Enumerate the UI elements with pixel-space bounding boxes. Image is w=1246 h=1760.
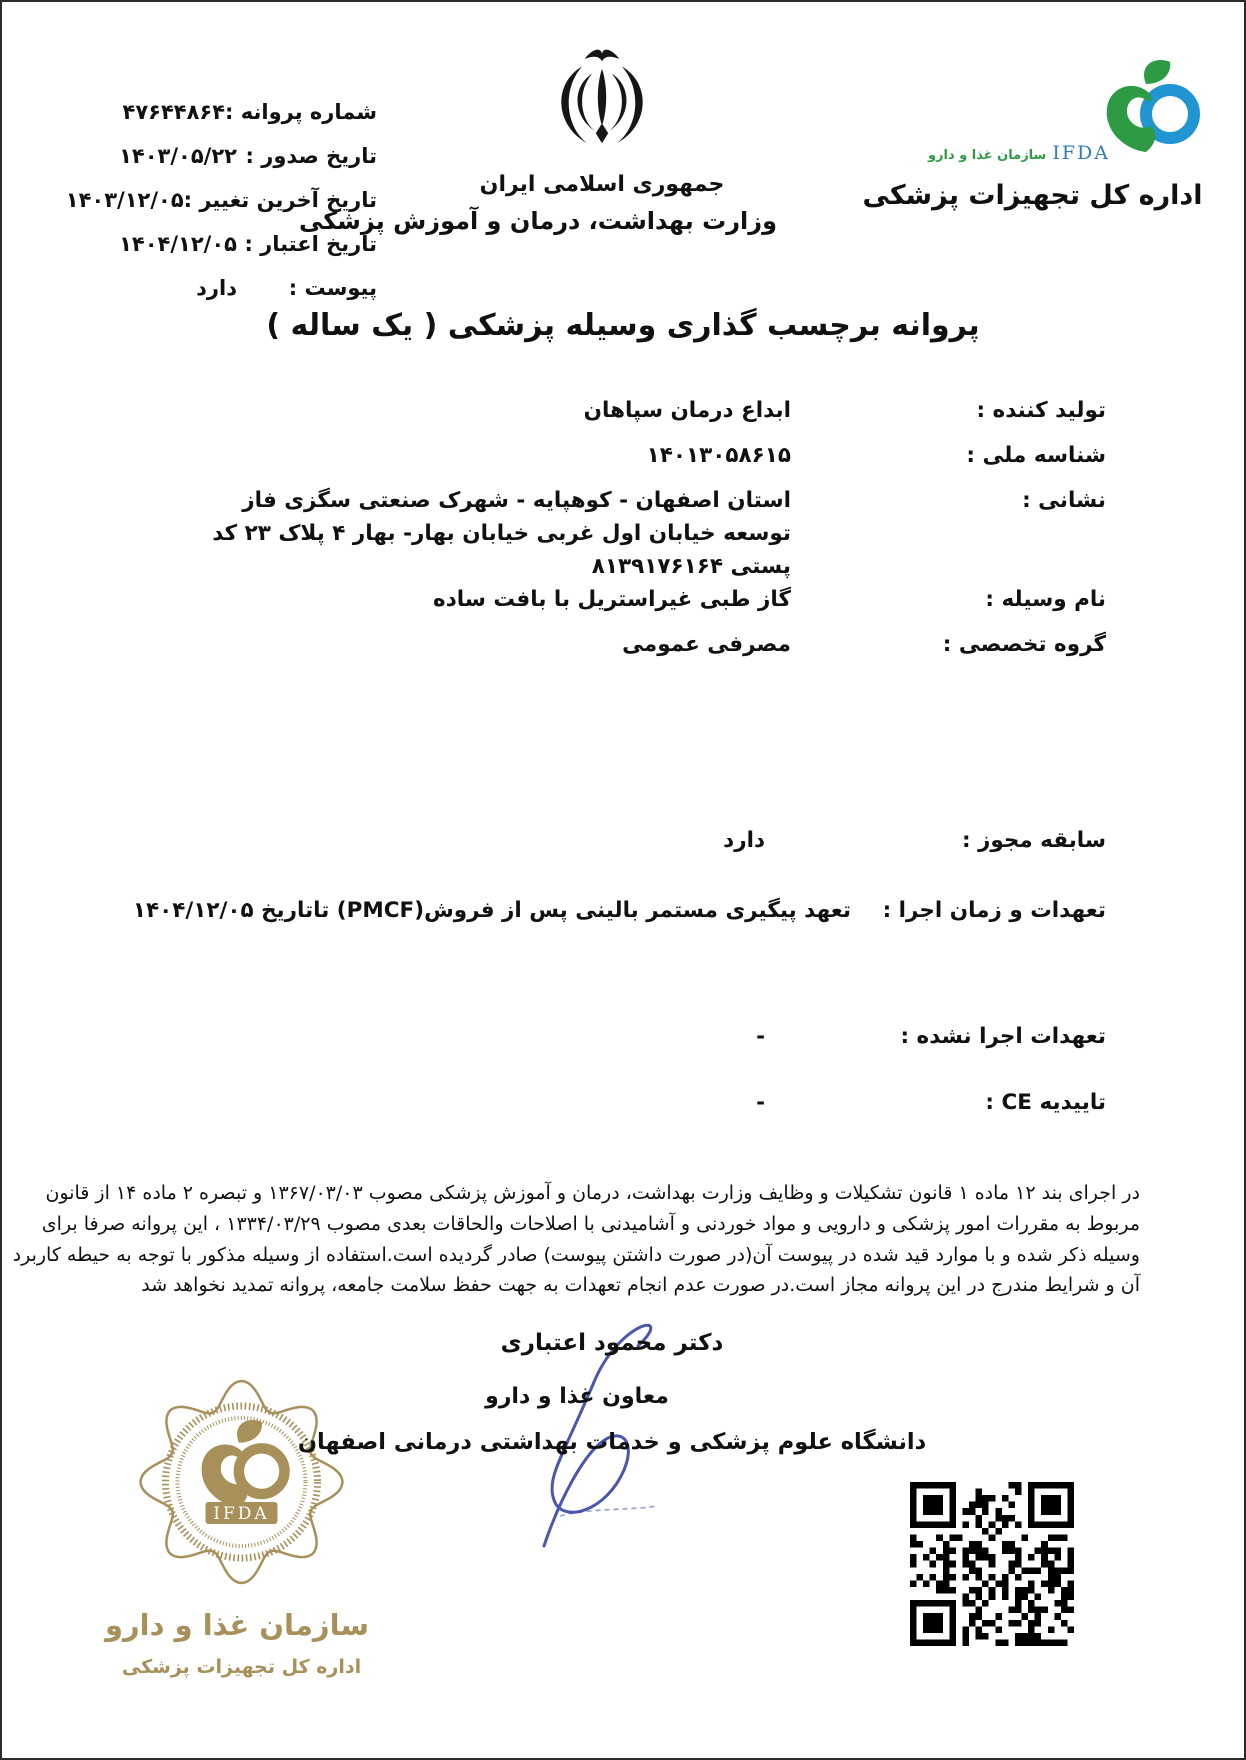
issue-date-row [87,144,377,188]
page-title: پروانه برچسب گذاری وسیله پزشکی ( یک ساله ) [266,308,980,343]
signatory-organization: دانشگاه علوم پزشکی و خدمات بهداشتی درمانی اصفهان [297,1429,927,1455]
producer-label: تولید کننده : [976,398,1106,423]
expiry-date-row [87,232,377,276]
commitments-label: تعهدات و زمان اجرا : [882,898,1106,923]
legal-line-3: وسیله ذکر شده و با موارد قید شده در پیوست آن(در صورت داشتن پیوست) صادر گردیده است.استفاده از وسیله مذکور با توجه به حیطه کاربرد [12,1243,1140,1266]
legal-line-1: در اجرای بند ۱۲ ماده ۱ قانون تشکیلات و وظایف وزارت بهداشت، درمان و آموزش پزشکی مصوب ۱۳۶۷/۰۳/۰۳ و تبصره ۲ ماده ۱۴ از قانون [45,1182,1140,1204]
attachment-label: پیوست : [288,276,377,300]
address-value: استان اصفهان - کوهپایه - شهرک صنعتی سگزی فاز توسعه خیابان اول غربی خیابان بهار- بهار ۴ پلاک ۲۳ کد پستی ۸۱۳۹۱۷۶۱۶۴ [212,488,791,579]
address-row [116,484,1106,583]
license-number-label: شماره پروانه : [225,100,377,124]
seal-acronym-text: IFDA [212,1504,270,1524]
attachment-value: دارد [196,276,237,300]
address-label: نشانی : [1022,488,1106,513]
specialty-group-value: مصرفی عمومی [622,632,791,657]
signatory-role: معاون غذا و دارو [485,1384,669,1409]
signature-block [262,1330,962,1455]
legal-line-2: مربوط به مقررات امور پزشکی و دارویی و مواد خوردنی و آشامیدنی با اصلاحات والحاقات بعدی مصوب ۱۳۳۴/۰۳/۲۹ ، این پروانه صرفا برای [41,1212,1140,1235]
ce-approval-value: - [756,1090,765,1115]
national-id-value: ۱۴۰۱۳۰۵۸۶۱۵ [646,443,791,468]
commitments-row [116,898,1106,923]
producer-value: ابداع درمان سپاهان [583,398,791,423]
national-id-label: شناسه ملی : [966,443,1106,468]
legal-text-block [12,1178,1140,1301]
seal-org-name: سازمان غذا و دارو [104,1608,369,1642]
producer-row [116,394,1106,439]
license-history-value: دارد [723,828,765,853]
ifda-department-name: اداره کل تجهیزات پزشکی [862,180,1203,211]
specialty-group-label: گروه تخصصی : [942,632,1106,657]
qr-code [910,1482,1074,1646]
issue-date-label: تاریخ صدور : [245,144,377,168]
ifda-logo-block [860,58,1205,211]
device-name-label: نام وسیله : [985,587,1106,612]
ce-approval-label: تاییدیه CE : [985,1090,1106,1115]
commitments-value: تعهد پیگیری مستمر بالینی پس از فروش(PMCF) تاتاریخ ۱۴۰۴/۱۲/۰۵ [132,898,851,923]
unfulfilled-commitments-label: تعهدات اجرا نشده : [900,1024,1106,1049]
device-name-value: گاز طبی غیراستریل با بافت ساده [433,587,791,612]
signatory-name: دکتر محمود اعتباری [500,1330,724,1356]
issue-date-value: ۱۴۰۳/۰۵/۲۲ [119,144,237,168]
legal-line-4: آن و شرایط مندرج در این پروانه مجاز است.در صورت عدم انجام تعهدات به جهت حفظ سلامت جامعه، پروانه تمدید نخواهد شد [141,1274,1140,1297]
ce-approval-row [116,1090,1106,1115]
license-history-row [116,828,1106,853]
ifda-acronym: IFDA [1052,142,1110,164]
country-name: جمهوری اسلامی ایران [479,172,725,197]
unfulfilled-commitments-row [116,1024,1106,1049]
unfulfilled-commitments-value: - [756,1024,765,1049]
device-name-row [116,583,1106,628]
expiry-date-label: تاریخ اعتبار : [244,232,377,256]
iran-emblem-icon [540,44,664,168]
device-fields-block [116,394,1106,673]
last-change-date-label: تاریخ آخرین تغییر : [183,188,377,212]
last-change-date-value: ۱۴۰۳/۱۲/۰۵ [65,188,184,212]
expiry-date-value: ۱۴۰۴/۱۲/۰۵ [119,232,237,256]
license-number-row [87,100,377,144]
ifda-caption-row [860,142,1205,164]
seal-department-name: اداره کل تجهیزات پزشکی [121,1656,362,1678]
specialty-group-row [116,628,1106,673]
license-history-label: سابقه مجوز : [961,828,1106,853]
license-number-value: ۴۷۶۴۴۸۶۴ [122,100,226,124]
ifda-org-name: سازمان غذا و دارو [927,148,1047,163]
national-id-row [116,439,1106,484]
ministry-name: وزارت بهداشت، درمان و آموزش پزشکی [299,207,777,235]
